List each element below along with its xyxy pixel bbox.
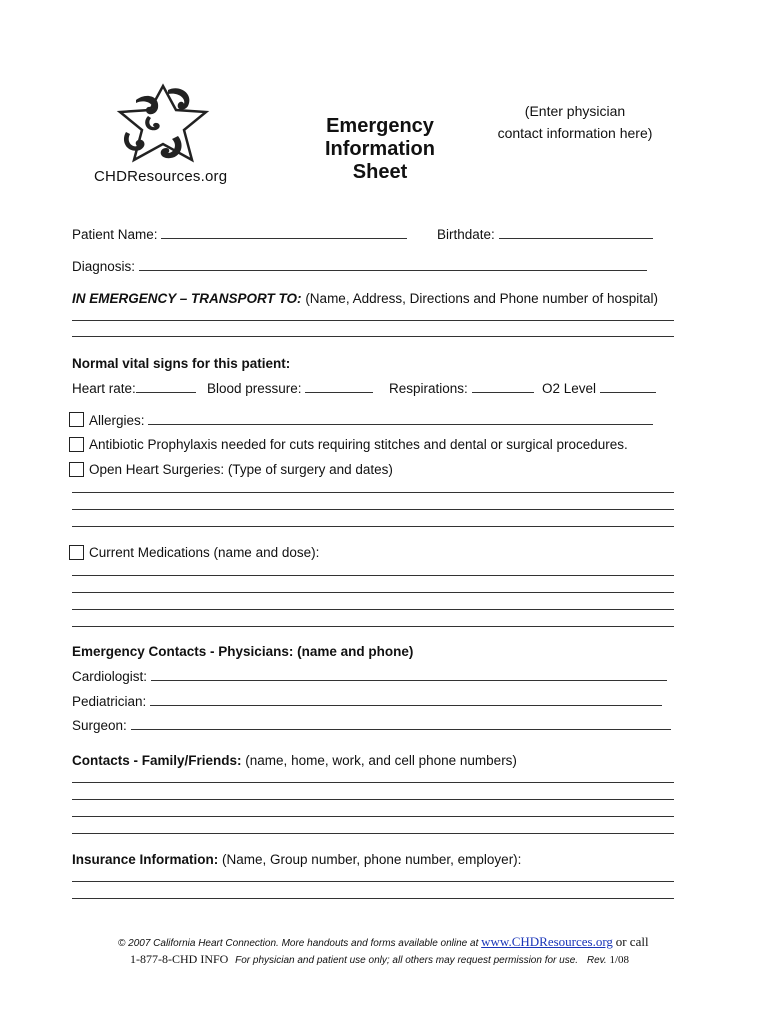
footer-or-call: or call [615, 934, 649, 949]
footer-line-1 [118, 934, 649, 950]
medications-line-1[interactable] [72, 575, 674, 576]
pediatrician-field[interactable] [72, 693, 662, 709]
title-line-2: Information [325, 138, 435, 160]
medications-line-2[interactable] [72, 592, 674, 593]
pediatrician-label: Pediatrician: [72, 694, 147, 709]
insurance-heading-bold: Insurance Information: [72, 852, 219, 867]
insurance-line-2[interactable] [72, 898, 674, 899]
open-heart-line-2[interactable] [72, 509, 674, 510]
allergies-checkbox[interactable] [69, 412, 84, 427]
title-line-3: Sheet [352, 161, 408, 183]
allergies-field[interactable] [89, 412, 653, 428]
respirations-label: Respirations: [389, 381, 468, 396]
o2-level-label: O2 Level [542, 381, 597, 396]
vitals-heading: Normal vital signs for this patient: [72, 356, 291, 371]
antibiotic-label: Antibiotic Prophylaxis needed for cuts requiring stitches and dental or surgical procedures. [89, 437, 628, 452]
respirations-field[interactable] [389, 380, 534, 396]
title-line-1: Emergency [326, 115, 434, 137]
medications-label: Current Medications (name and dose): [89, 545, 320, 560]
family-line-3[interactable] [72, 816, 674, 817]
family-heading-bold: Contacts - Family/Friends: [72, 753, 242, 768]
footer-usage: For physician and patient use only; all others may request permission for use. [235, 955, 579, 966]
footer-rev-date: 1/08 [609, 954, 630, 966]
transport-heading [72, 291, 658, 306]
footer-line-2 [130, 952, 629, 967]
chd-logo-icon [108, 80, 218, 170]
antibiotic-checkbox[interactable] [69, 437, 84, 452]
open-heart-checkbox[interactable] [69, 462, 84, 477]
birthdate-field[interactable] [437, 226, 653, 242]
blood-pressure-field[interactable] [207, 380, 373, 396]
heart-rate-field[interactable] [72, 380, 196, 396]
physicians-heading: Emergency Contacts - Physicians: (name and phone) [72, 644, 414, 659]
surgeon-label: Surgeon: [72, 718, 127, 733]
diagnosis-field[interactable] [72, 258, 647, 274]
page-title [305, 115, 455, 184]
transport-label: IN EMERGENCY – TRANSPORT TO: [72, 291, 302, 306]
family-line-4[interactable] [72, 833, 674, 834]
blood-pressure-label: Blood pressure: [207, 381, 302, 396]
logo-brand-rest: Resources.org [127, 168, 228, 185]
physician-line-1: (Enter physician [524, 103, 626, 119]
cardiologist-field[interactable] [72, 668, 667, 684]
family-heading [72, 753, 517, 768]
diagnosis-label: Diagnosis: [72, 259, 136, 274]
footer-phone: 1-877-8-CHD INFO [130, 952, 229, 966]
patient-name-label: Patient Name: [72, 227, 158, 242]
physician-line-2: contact information here) [497, 125, 653, 141]
family-heading-rest: (name, home, work, and cell phone numbers) [245, 753, 517, 768]
open-heart-line-3[interactable] [72, 526, 674, 527]
logo [80, 80, 240, 190]
insurance-line-1[interactable] [72, 881, 674, 882]
birthdate-label: Birthdate: [437, 227, 495, 242]
transport-line-1[interactable] [72, 320, 674, 321]
allergies-label: Allergies: [89, 413, 145, 428]
family-line-1[interactable] [72, 782, 674, 783]
insurance-heading [72, 852, 521, 867]
insurance-heading-rest: (Name, Group number, phone number, employer): [222, 852, 522, 867]
medications-line-3[interactable] [72, 609, 674, 610]
medications-checkbox[interactable] [69, 545, 84, 560]
heart-rate-label: Heart rate: [72, 381, 136, 396]
patient-name-field[interactable] [72, 226, 407, 242]
footer-copyright: © 2007 California Heart Connection. More handouts and forms available online at [118, 938, 479, 949]
footer-link[interactable]: www.CHDResources.org [481, 934, 613, 949]
footer-rev-label: Rev. [586, 955, 607, 966]
medications-line-4[interactable] [72, 626, 674, 627]
transport-hint: (Name, Address, Directions and Phone number of hospital) [305, 291, 658, 306]
open-heart-label: Open Heart Surgeries: (Type of surgery and dates) [89, 462, 393, 477]
surgeon-field[interactable] [72, 717, 671, 733]
physician-info [470, 100, 680, 144]
logo-text [94, 168, 227, 185]
logo-brand-bold: CHD [94, 168, 128, 185]
open-heart-line-1[interactable] [72, 492, 674, 493]
family-line-2[interactable] [72, 799, 674, 800]
transport-line-2[interactable] [72, 336, 674, 337]
o2-level-field[interactable] [542, 380, 656, 396]
cardiologist-label: Cardiologist: [72, 669, 148, 684]
